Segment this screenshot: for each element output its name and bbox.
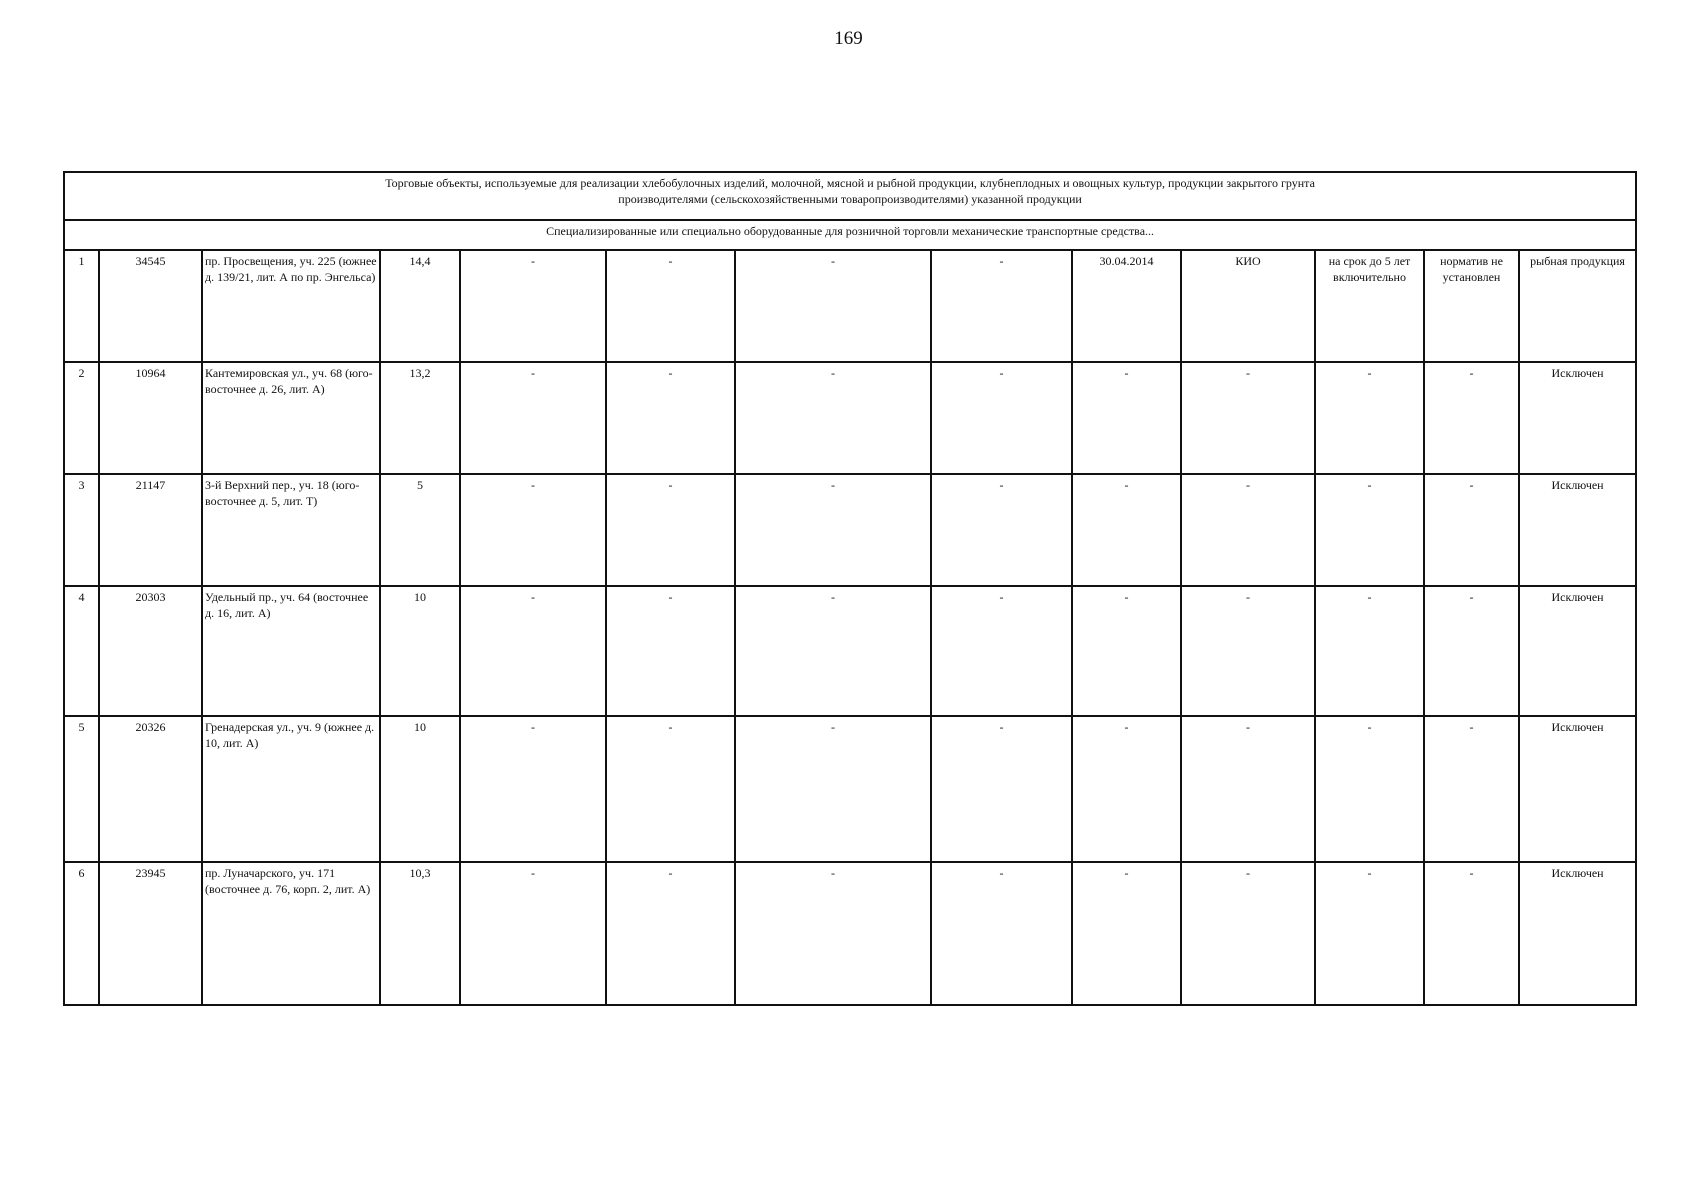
- cell-col8: -: [931, 862, 1072, 1005]
- cell-norm: -: [1424, 862, 1519, 1005]
- cell-note: Исключен: [1519, 362, 1636, 474]
- object-code: 20326: [99, 716, 202, 862]
- cell-note: рыбная продукция: [1519, 250, 1636, 362]
- cell-col7: -: [735, 716, 931, 862]
- cell-note: Исключен: [1519, 474, 1636, 586]
- object-address: Удельный пр., уч. 64 (восточнее д. 16, лит. А): [202, 586, 380, 716]
- cell-term: -: [1315, 586, 1424, 716]
- table-row: [64, 362, 1636, 474]
- cell-col5: -: [460, 862, 606, 1005]
- object-code: 10964: [99, 362, 202, 474]
- cell-term: -: [1315, 362, 1424, 474]
- table-row: [64, 716, 1636, 862]
- row-number: 1: [64, 250, 99, 362]
- cell-col8: -: [931, 474, 1072, 586]
- cell-col8: -: [931, 586, 1072, 716]
- cell-term: -: [1315, 862, 1424, 1005]
- cell-org: -: [1181, 586, 1315, 716]
- cell-org: -: [1181, 862, 1315, 1005]
- cell-col7: -: [735, 362, 931, 474]
- section-title: Специализированные или специально оборудованные для розничной торговли механические транспортные средства...: [64, 220, 1636, 250]
- cell-norm: норматив не установлен: [1424, 250, 1519, 362]
- cell-col7: -: [735, 250, 931, 362]
- object-code: 34545: [99, 250, 202, 362]
- cell-norm: -: [1424, 716, 1519, 862]
- cell-col8: -: [931, 362, 1072, 474]
- object-address: пр. Луначарского, уч. 171 (восточнее д. 76, корп. 2, лит. А): [202, 862, 380, 1005]
- cell-date: -: [1072, 716, 1181, 862]
- object-area: 10: [380, 716, 460, 862]
- object-area: 5: [380, 474, 460, 586]
- object-address: Гренадерская ул., уч. 9 (южнее д. 10, лит. А): [202, 716, 380, 862]
- object-address: 3-й Верхний пер., уч. 18 (юго-восточнее д. 5, лит. Т): [202, 474, 380, 586]
- object-address: пр. Просвещения, уч. 225 (южнее д. 139/21, лит. А по пр. Энгельса): [202, 250, 380, 362]
- cell-col6: -: [606, 716, 735, 862]
- row-number: 6: [64, 862, 99, 1005]
- object-area: 10: [380, 586, 460, 716]
- object-area: 14,4: [380, 250, 460, 362]
- object-code: 23945: [99, 862, 202, 1005]
- objects-table: [63, 171, 1637, 1006]
- cell-col6: -: [606, 862, 735, 1005]
- cell-col6: -: [606, 586, 735, 716]
- cell-col5: -: [460, 586, 606, 716]
- cell-note: Исключен: [1519, 716, 1636, 862]
- cell-col7: -: [735, 586, 931, 716]
- cell-date: -: [1072, 586, 1181, 716]
- section-row: [64, 220, 1636, 250]
- cell-col5: -: [460, 474, 606, 586]
- cell-col6: -: [606, 474, 735, 586]
- cell-norm: -: [1424, 586, 1519, 716]
- table-header-row: [64, 172, 1636, 220]
- cell-norm: -: [1424, 362, 1519, 474]
- cell-col6: -: [606, 250, 735, 362]
- table-row: [64, 586, 1636, 716]
- row-number: 4: [64, 586, 99, 716]
- table-row: [64, 474, 1636, 586]
- cell-col5: -: [460, 250, 606, 362]
- cell-date: -: [1072, 362, 1181, 474]
- cell-norm: -: [1424, 474, 1519, 586]
- cell-term: на срок до 5 лет включительно: [1315, 250, 1424, 362]
- cell-date: -: [1072, 474, 1181, 586]
- table-title: [64, 172, 1636, 220]
- object-area: 13,2: [380, 362, 460, 474]
- table-title-line2: производителями (сельскохозяйственными товаропроизводителями) указанной продукции: [618, 192, 1082, 207]
- cell-date: -: [1072, 862, 1181, 1005]
- cell-col8: -: [931, 250, 1072, 362]
- row-number: 3: [64, 474, 99, 586]
- object-address: Кантемировская ул., уч. 68 (юго-восточнее д. 26, лит. А): [202, 362, 380, 474]
- cell-org: -: [1181, 362, 1315, 474]
- cell-date: 30.04.2014: [1072, 250, 1181, 362]
- cell-col7: -: [735, 474, 931, 586]
- cell-note: Исключен: [1519, 586, 1636, 716]
- cell-col6: -: [606, 362, 735, 474]
- cell-org: КИО: [1181, 250, 1315, 362]
- page-number: 169: [834, 28, 863, 49]
- object-code: 21147: [99, 474, 202, 586]
- cell-col8: -: [931, 716, 1072, 862]
- cell-org: -: [1181, 716, 1315, 862]
- cell-col5: -: [460, 362, 606, 474]
- table-row: [64, 250, 1636, 362]
- object-code: 20303: [99, 586, 202, 716]
- cell-term: -: [1315, 716, 1424, 862]
- cell-col5: -: [460, 716, 606, 862]
- row-number: 5: [64, 716, 99, 862]
- cell-org: -: [1181, 474, 1315, 586]
- cell-col7: -: [735, 862, 931, 1005]
- table-title-line1: Торговые объекты, используемые для реализации хлебобулочных изделий, молочной, мясной и рыбной продукции, клубнеплодных и овощных культур, продукции закрытого грунта: [385, 176, 1315, 190]
- row-number: 2: [64, 362, 99, 474]
- object-area: 10,3: [380, 862, 460, 1005]
- table-row: [64, 862, 1636, 1005]
- cell-term: -: [1315, 474, 1424, 586]
- cell-note: Исключен: [1519, 862, 1636, 1005]
